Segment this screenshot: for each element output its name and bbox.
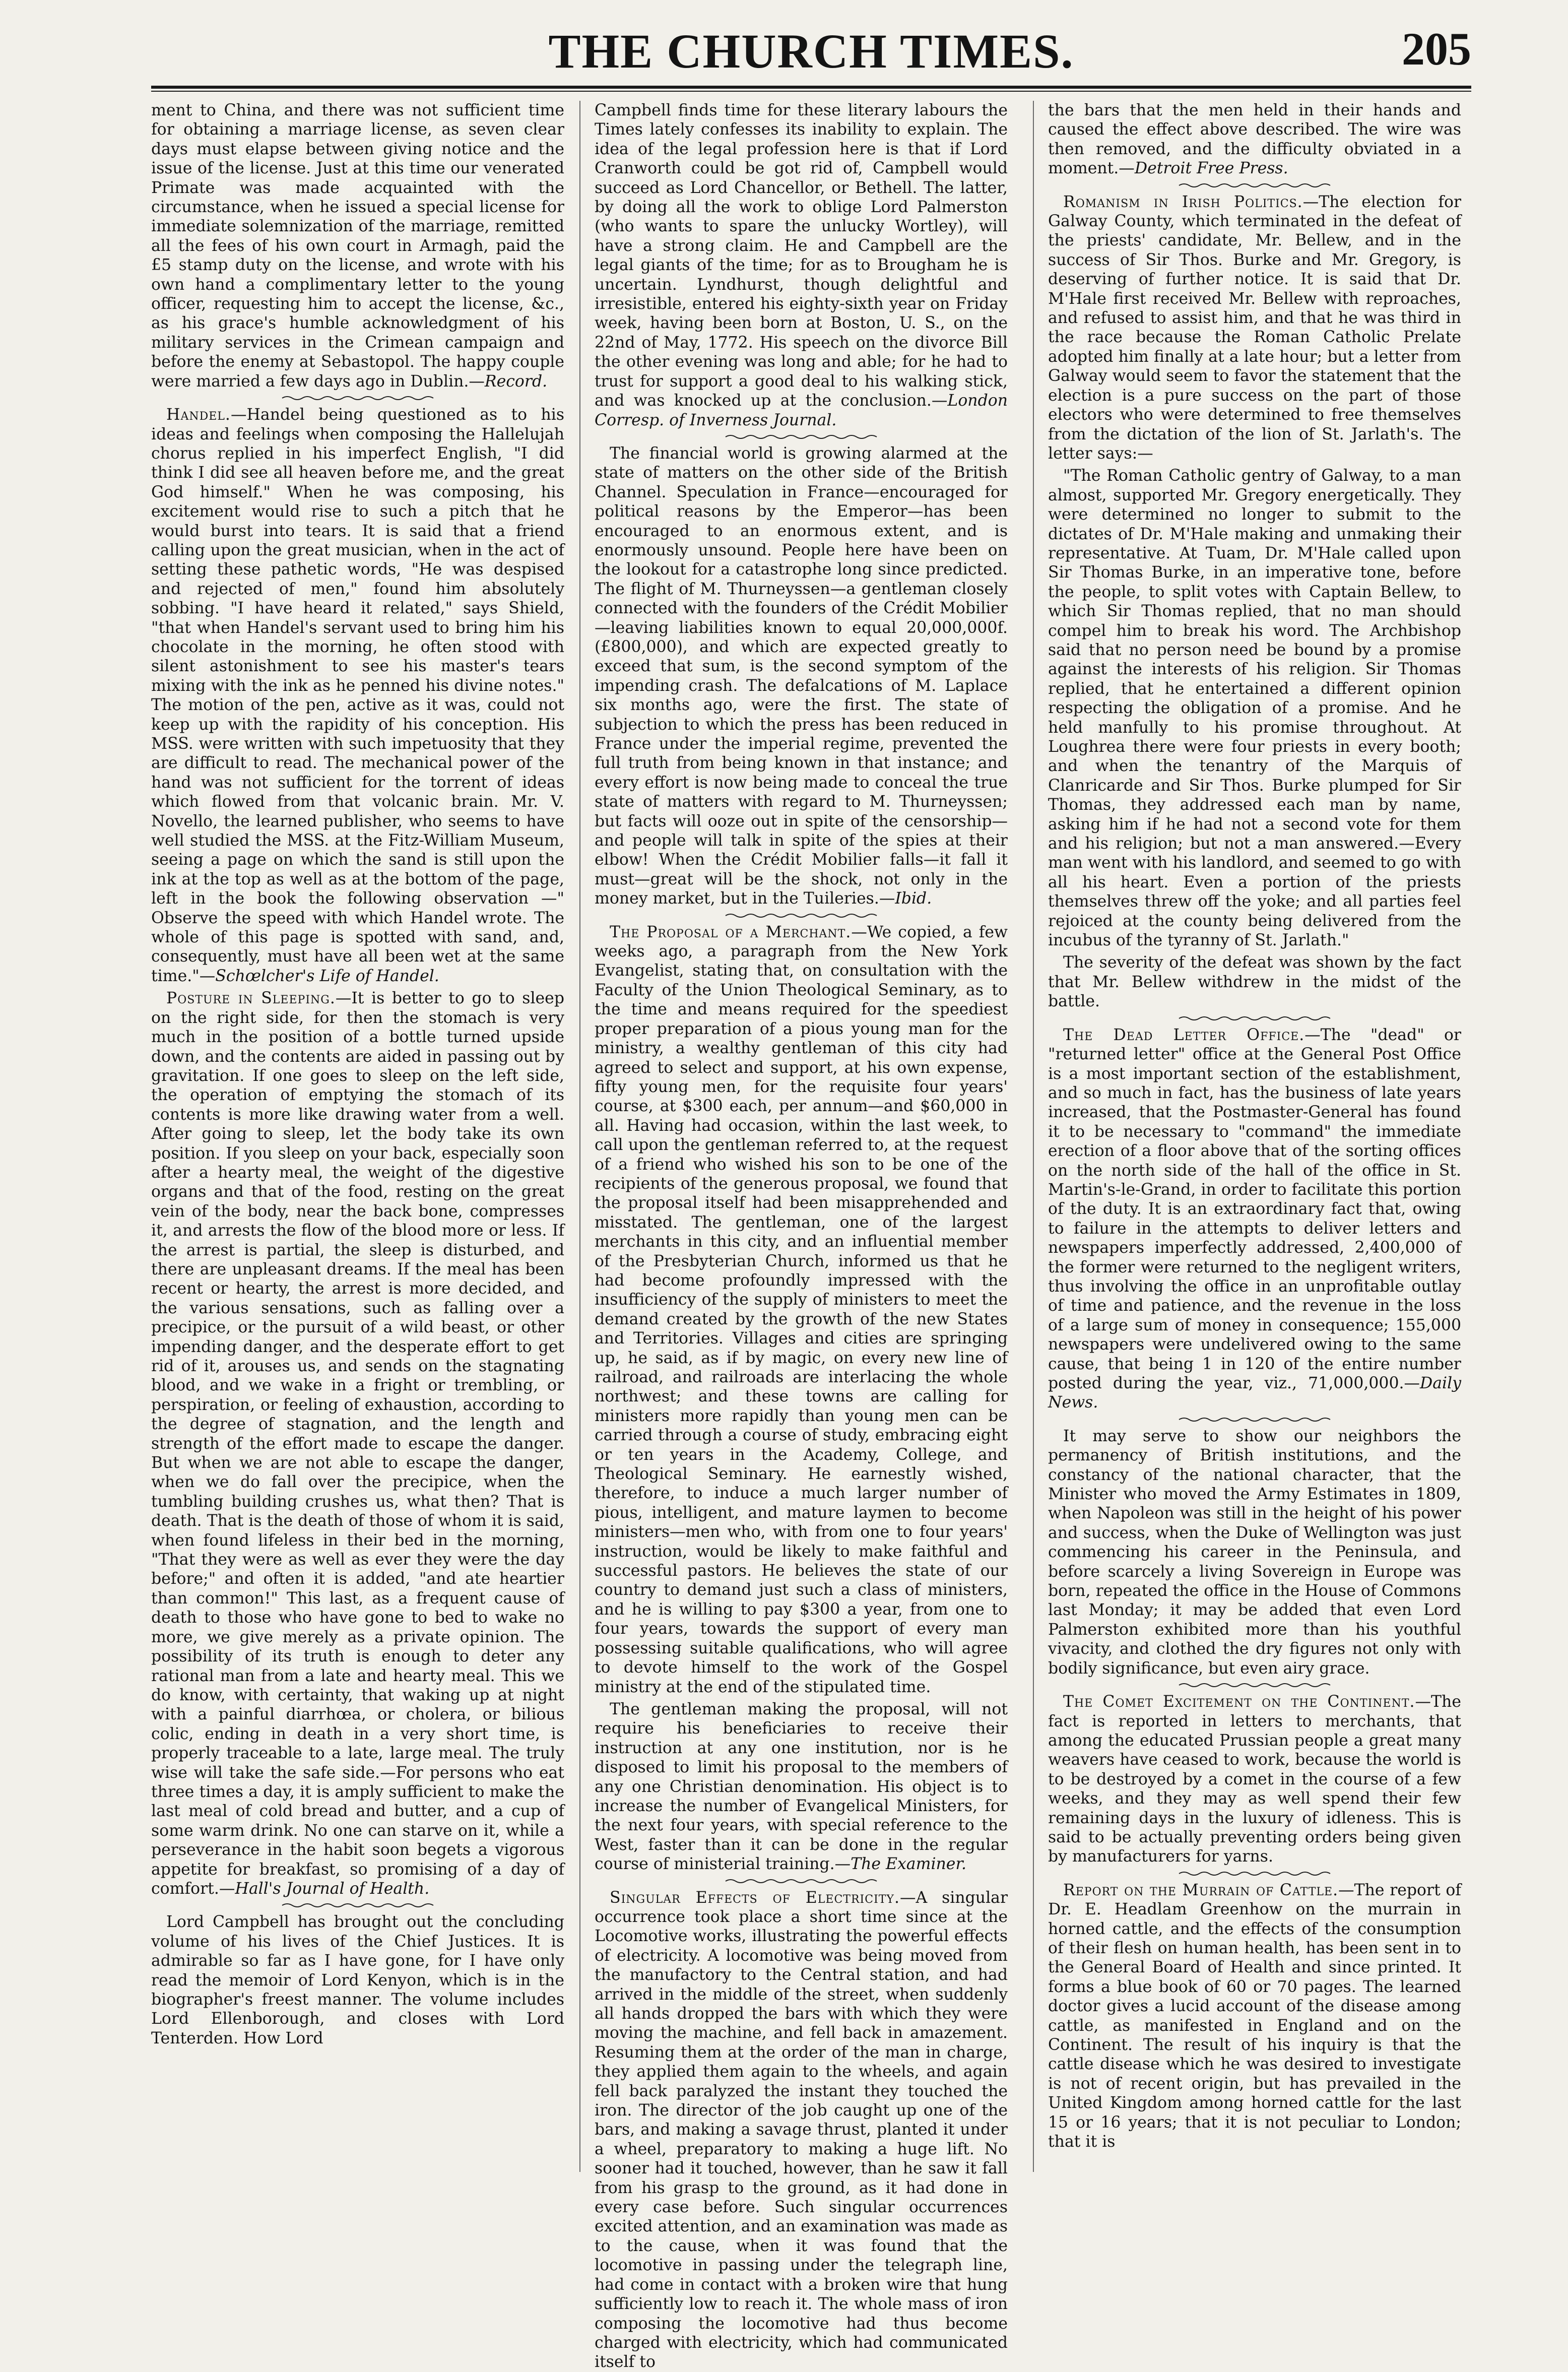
article-text: —The "dead" or "returned letter" office at the General Post Office is a most important section of the establishment, and so much in fact, has the business of late years increased, that the Postmaster-General has found it to be necessary to "command" the immediate erection of a floor above that of the sorting offices on the north side of the hall of the office in St. Martin's-le-Grand, in order to facilitate this portion of the duty. It is an extraordinary fact that, owing to failure in the attempts to deliver letters and newspapers imperfectly addressed, 2,400,000 of the former were returned to the negligent writers, thus involving the office in an unprofitable outlay of time and patience, and the revenue in the loss of a large sum of money in consequence; 155,000 newspapers were undelivered owing to the same cause, that being 1 in 120 of the entire number posted during the year, viz., 71,000,000.— (1048, 1025, 1461, 1392)
article-text: —The report of Dr. E. Headlam Greenhow on the murrain in horned cattle, and the effects of the consumption of their flesh on human health, has been sent in to the General Board of Health and since printed. It forms a blue book of 60 or 70 pages. The learned doctor gives a lucid account of the disease among cattle, as manifested in England and on the Continent. The result of his inquiry is that the cattle disease which he was desired to investigate is not of recent origin, but has prevailed in the United Kingdom among horned cattle for the last 15 or 16 years; that it is not peculiar to London; that it is (1048, 1881, 1461, 2151)
article-source: Daily News. (1048, 1374, 1461, 1412)
article-paragraph (1048, 1427, 1461, 1678)
article-text: —A singular occurrence took place a short time since at the Locomotive works, illustrating the powerful effects of electricity. A locomotive was being moved from the manufactory to the Central station, and had arrived in the middle of the street, when suddenly all hands dropped the bars with which they were moving the machine, and fell back in amazement. Resuming them at the order of the man in charge, they applied them again to the wheels, and again fell back paralyzed the instant they touched the iron. The director of the job caught up one of the bars, and making a savage thrust, planted it under a wheel, preparatory to making a huge lift. No sooner had it touched, however, than he saw it fall from his grasp to the ground, as it had done in every case before. Such singular occurrences excited attention, and an examination was made as to the cause, when it was found that the locomotive in passing under the telegraph line, had come in contact with a broken wire that hung sufficiently low to reach it. The whole mass of iron composing the locomotive had thus become charged with electricity, which had communicated itself to (595, 1888, 1008, 2371)
article-text: It may serve to show our neighbors the permanency of British institutions, and the constancy of the national character, that the Minister who moved the Army Estimates in 1809, when Napoleon was still in the height of his power and success, when the Duke of Wellington was just commencing his career in the Peninsula, and before scarcely a living Sovereign in Europe was born, repeated the office in the House of Commons last Monday; it may be added that even Lord Palmerston exhibited more than his youthful vivacity, and clothed the dry figures not only with bodily significance, but even airy grace. (1048, 1427, 1461, 1678)
article-separator (595, 912, 1008, 920)
article-heading: Report on the Murrain of Cattle. (1063, 1881, 1339, 1899)
article-paragraph (595, 923, 1008, 1697)
article-paragraph (1048, 953, 1461, 1011)
article-paragraph (595, 1700, 1008, 1874)
article-source: Detroit Free Press. (1134, 159, 1288, 178)
article-source: Record. (484, 372, 548, 391)
page-number: 205 (1402, 23, 1471, 75)
article-paragraph (151, 405, 564, 986)
column-3 (1048, 101, 1461, 2177)
column-1 (151, 101, 564, 2177)
article-text: —It is better to go to sleep on the right side, for then the stomach is very much in the position of a bottle turned upside down, and the contents are aided in passing out by gravitation. If one goes to sleep on the left side, the operation of emptying the stomach of its contents is more like drawing water from a well. After going to sleep, let the body take its own position. If you sleep on your back, especially soon after a hearty meal, the weight of the digestive organs and that of the food, resting on the great vein of the body, near the back bone, compresses it, and arrests the flow of the blood more or less. If the arrest is partial, the sleep is disturbed, and there are unpleasant dreams. If the meal has been recent or hearty, the arrest is more decided, and the various sensations, such as falling over a precipice, or the pursuit of a wild beast, or other impending danger, and the desperate effort to get rid of it, arouses us, and sends on the stagnating blood, and we wake in a fright or trembling, or perspiration, or feeling of exhaustion, according to the degree of stagnation, and the length and strength of the effort made to escape the danger. But when we are not able to escape the danger, when we do fall over the precipice, when the tumbling building crushes us, what then? That is death. That is the death of those of whom it is said, when found lifeless in their bed in the morning, "That they were as well as ever they were the day before;" and often it is added, "and ate heartier than common!" This last, as a frequent cause of death to those who have gone to bed to wake no more, we give merely as a private opinion. The possibility of its truth is enough to deter any rational man from a late and hearty meal. This we do know, with certainty, that waking up at night with a painful diarrhœa, or cholera, or bilious colic, ending in death in a very short time, is properly traceable to a late, large meal. The truly wise will take the safe side.—For persons who eat three times a day, it is amply sufficient to make the last meal of cold bread and butter, and a cup of some warm drink. No one can starve on it, while a perseverance in the habit soon begets a vigorous appetite for breakfast, so promising of a day of comfort.— (151, 989, 564, 1898)
masthead (151, 20, 1471, 86)
article-separator (595, 433, 1008, 441)
article-heading: Singular Effects of Electricity. (610, 1888, 900, 1907)
article-paragraph (1048, 193, 1461, 464)
article-source: London Corresp. of Inverness Journal. (595, 392, 1008, 429)
article-paragraph (1048, 1025, 1461, 1413)
article-text: —Handel being questioned as to his ideas and feelings when composing the Hallelujah chorus replied in his imperfect English, "I did think I did see all heaven before me, and the great God himself." When he was composing, his excitement would rise to such a pitch that he would burst into tears. It is said that a friend calling upon the great musician, when in the act of setting these pathetic words, "He was despised and rejected of men," found him absolutely sobbing. "I have heard it related," says Shield, "that when Handel's servant used to bring him his chocolate in the morning, he often stood with silent astonishment to see his master's tears mixing with the ink as he penned his divine notes." The motion of the pen, active as it was, could not keep up with the rapidity of his conception. His MSS. were written with such impetuosity that they are difficult to read. The mechanical power of the hand was not sufficient for the torrent of ideas which flowed from that volcanic brain. Mr. V. Novello, the learned publisher, who seems to have well studied the MSS. at the Fitz-William Museum, seeing a page on which the sand is still upon the ink at the top as well as at the bottom of the page, left in the book the following observation —" Observe the speed with which Handel wrote. The whole of this page is spotted with sand, and, consequently, must have all been wet at the same time."— (151, 406, 564, 985)
newspaper-title: THE CHURCH TIMES. (548, 24, 1074, 78)
article-source: Ibid. (895, 889, 932, 908)
article-source: The Examiner. (851, 1855, 967, 1874)
article-text: —The fact is reported in letters to merchants, that among the educated Prussian people a great many weavers have ceased to work, because the world is to be destroyed by a comet in the course of a few weeks, and they may as well spend their few remaining days in the luxury of idleness. This is said to be actually preventing orders being given by manufacturers for yarns. (1048, 1693, 1461, 1866)
article-paragraph (1048, 101, 1461, 178)
article-heading: The Dead Letter Office. (1063, 1025, 1305, 1044)
article-text: —We copied, a few weeks ago, a paragraph from the New York Evangelist, stating that, on consultation with the Faculty of the Union Theological Seminary, as to the time and means required for the speediest proper preparation of a pious young man for the ministry, a wealthy gentleman of this city had agreed to select and support, at his own expense, fifty young men, for the requisite four years' course, at $300 each, per annum—and $60,000 in all. Having had occasion, within the last week, to call upon the gentleman referred to, at the request of a friend who wished his son to be one of the recipients of the generous proposal, we found that the proposal itself had been misapprehended and misstated. The gentleman, one of the largest merchants in this city, and an influential member of the Presbyterian Church, informed us that he had become profoundly impressed with the insufficiency of the supply of ministers to meet the demand created by the growth of the new States and Territories. Villages and cities are springing up, he said, as if by magic, on every new line of railroad, and railroads are interlacing the whole northwest; and these towns are calling for ministers more rapidly than young men can be carried through a course of study, embracing eight or ten years in the Academy, College, and Theological Seminary. He earnestly wished, therefore, to induce a much larger number of pious, intelligent, and mature laymen to become ministers—men who, with from one to four years' instruction, would be likely to make faithful and successful pastors. He believes the state of our country to demand just such a class of ministers, and he is willing to pay $300 a year, from one to four years, towards the support of every man possessing suitable qualifications, who will agree to devote himself to the work of the Gospel ministry at the end of the stipulated time. (595, 923, 1008, 1696)
article-separator (1048, 1681, 1461, 1689)
column-divider (1033, 101, 1034, 2172)
article-text: The financial world is growing alarmed at the state of matters on the other side of the British Channel. Speculation in France—encouraged for political reasons by the Emperor—has been encouraged to an enormous extent, and is enormously unsound. People here have been on the lookout for a catastrophe long since predicted. The flight of M. Thurneyssen—a gentleman closely connected with the founders of the Crédit Mobilier—leaving liabilities known to equal 20,000,000f. (£800,000), and which are expected greatly to exceed that sum, is the second symptom of the impending crash. The defalcations of M. Laplace six months ago, were the first. The state of subjection to which the press has been reduced in France under the imperial regime, prevented the full truth from being known in that instance; and every effort is now being made to conceal the true state of matters with regard to M. Thurneyssen; but facts will ooze out in spite of the censorship—and people will talk in spite of the spies at their elbow! When the Crédit Mobilier falls—it fall it must—great will be the shock, not only in the money market, but in the Tuileries.— (595, 444, 1008, 908)
article-heading: Romanism in Irish Politics. (1063, 193, 1303, 211)
article-text: "The Roman Catholic gentry of Galway, to a man almost, supported Mr. Gregory energetically. They were determined no longer to submit to the dictates of Dr. M'Hale making and unmaking their representative. At Tuam, Dr. M'Hale called upon Sir Thomas Burke, in an imperative tone, before the people, to split votes with Captain Bellew, to which Sir Thomas replied, that no man should compel him to break his word. The Archbishop said that no person need be bound by a promise against the interests of his religion. Sir Thomas replied, that he entertained a different opinion respecting the obligation of a promise. And he held manfully to his promise throughout. At Loughrea there were four priests in every booth; and when the tenantry of the Marquis of Clanricarde and Sir Thos. Burke plumped for Sir Thomas, they addressed each man by name, asking him if he had not a second vote for them and his religion; but not a man answered.—Every man went with his landlord, and seemed to go with all his heart. Even a portion of the priests themselves threw off the yoke; and all parties feel rejoiced at the county being delivered from the incubus of the tyranny of St. Jarlath." (1048, 467, 1461, 950)
masthead-rule-thin (151, 91, 1471, 92)
article-separator (1048, 1014, 1461, 1022)
article-paragraph (595, 1888, 1008, 2372)
column-2 (595, 101, 1008, 2371)
article-text: The severity of the defeat was shown by the fact that Mr. Bellew withdrew in the midst of the battle. (1048, 953, 1461, 1011)
article-separator (151, 1901, 564, 1909)
article-paragraph (151, 1912, 564, 2048)
article-separator (1048, 1870, 1461, 1878)
article-text: the bars that the men held in their hands and caused the effect above described. The wire was then removed, and the difficulty obviated in a moment.— (1048, 101, 1461, 178)
article-heading: The Proposal of a Merchant. (610, 923, 852, 941)
article-text: The gentleman making the proposal, will not require his beneficiaries to receive their instruction at any one institution, nor is he disposed to limit his proposal to the members of any one Christian denomination. His object is to increase the number of Evangelical Ministers, for the next four years, with special reference to the West, faster than it can be done in the regular course of ministerial training.— (595, 1700, 1008, 1874)
article-paragraph (595, 101, 1008, 430)
article-paragraph (151, 989, 564, 1898)
masthead-rule (151, 86, 1471, 89)
article-heading: The Comet Excitement on the Continent. (1063, 1693, 1415, 1711)
article-paragraph (151, 101, 564, 391)
article-paragraph (1048, 1692, 1461, 1867)
article-paragraph (1048, 1881, 1461, 2152)
article-paragraph (595, 444, 1008, 909)
article-text: Lord Campbell has brought out the concluding volume of his lives of the Chief Justices. It is admirable so far as I have gone, for I have only read the memoir of Lord Kenyon, which is in the biographer's freest manner. The volume includes Lord Ellenborough, and closes with Lord Tenterden. How Lord (151, 1913, 564, 2047)
column-divider (579, 101, 580, 2172)
article-text: ment to China, and there was not sufficient time for obtaining a marriage license, as seven clear days must elapse between giving notice and the issue of the license. Just at this time our venerated Primate was made acquainted with the circumstance, when he issued a special license for immediate solemnization of the marriage, remitted all the fees of his own court in Armagh, paid the £5 stamp duty on the license, and wrote with his own hand a complimentary letter to the young officer, requesting him to accept the license, &c., as his grace's humble acknowledgment of his military services in the Crimean campaign and before the enemy at Sebastopol. The happy couple were married a few days ago in Dublin.— (151, 101, 564, 391)
article-source: Schœlcher's Life of Handel. (215, 967, 439, 985)
article-heading: Handel. (166, 406, 231, 424)
article-text: Campbell finds time for these literary labours the Times lately confesses its inability to explain. The idea of the legal profession here is that if Lord Cranworth could be got rid of, Campbell would succeed as Lord Chancellor, or Bethell. The latter, by doing all the work to oblige Lord Palmerston (who wants to spare the unlucky Wortley), will have a strong claim. He and Campbell are the legal giants of the time; for as to Brougham he is uncertain. Lyndhurst, though delightful and irresistible, entered his eighty-sixth year on Friday week, having been born at Boston, U. S., on the 22nd of May, 1772. His speech on the divorce Bill the other evening was long and able; for he had to trust for support a good deal to his walking stick, and was knocked up at the conclusion.— (595, 101, 1008, 410)
article-separator (1048, 181, 1461, 189)
article-heading: Posture in Sleeping. (166, 989, 336, 1008)
article-separator (595, 1877, 1008, 1885)
article-text: —The election for Galway County, which terminated in the defeat of the priests' candidate, Mr. Bellew, and in the success of Sir Thos. Burke and Mr. Gregory, is deserving of further notice. It is said that Dr. M'Hale first received Mr. Bellew with reproaches, and refused to assist him, and that he was third in the race because the Roman Catholic Prelate adopted him finally at a late hour; but a letter from Galway would seem to favor the statement that the election is a pure success on the part of those electors who were determined to free themselves from the dictation of the lion of St. Jarlath's. The letter says:— (1048, 193, 1461, 463)
article-separator (1048, 1416, 1461, 1424)
article-source: Hall's Journal of Health. (235, 1879, 430, 1898)
article-separator (151, 394, 564, 402)
article-paragraph (1048, 466, 1461, 950)
